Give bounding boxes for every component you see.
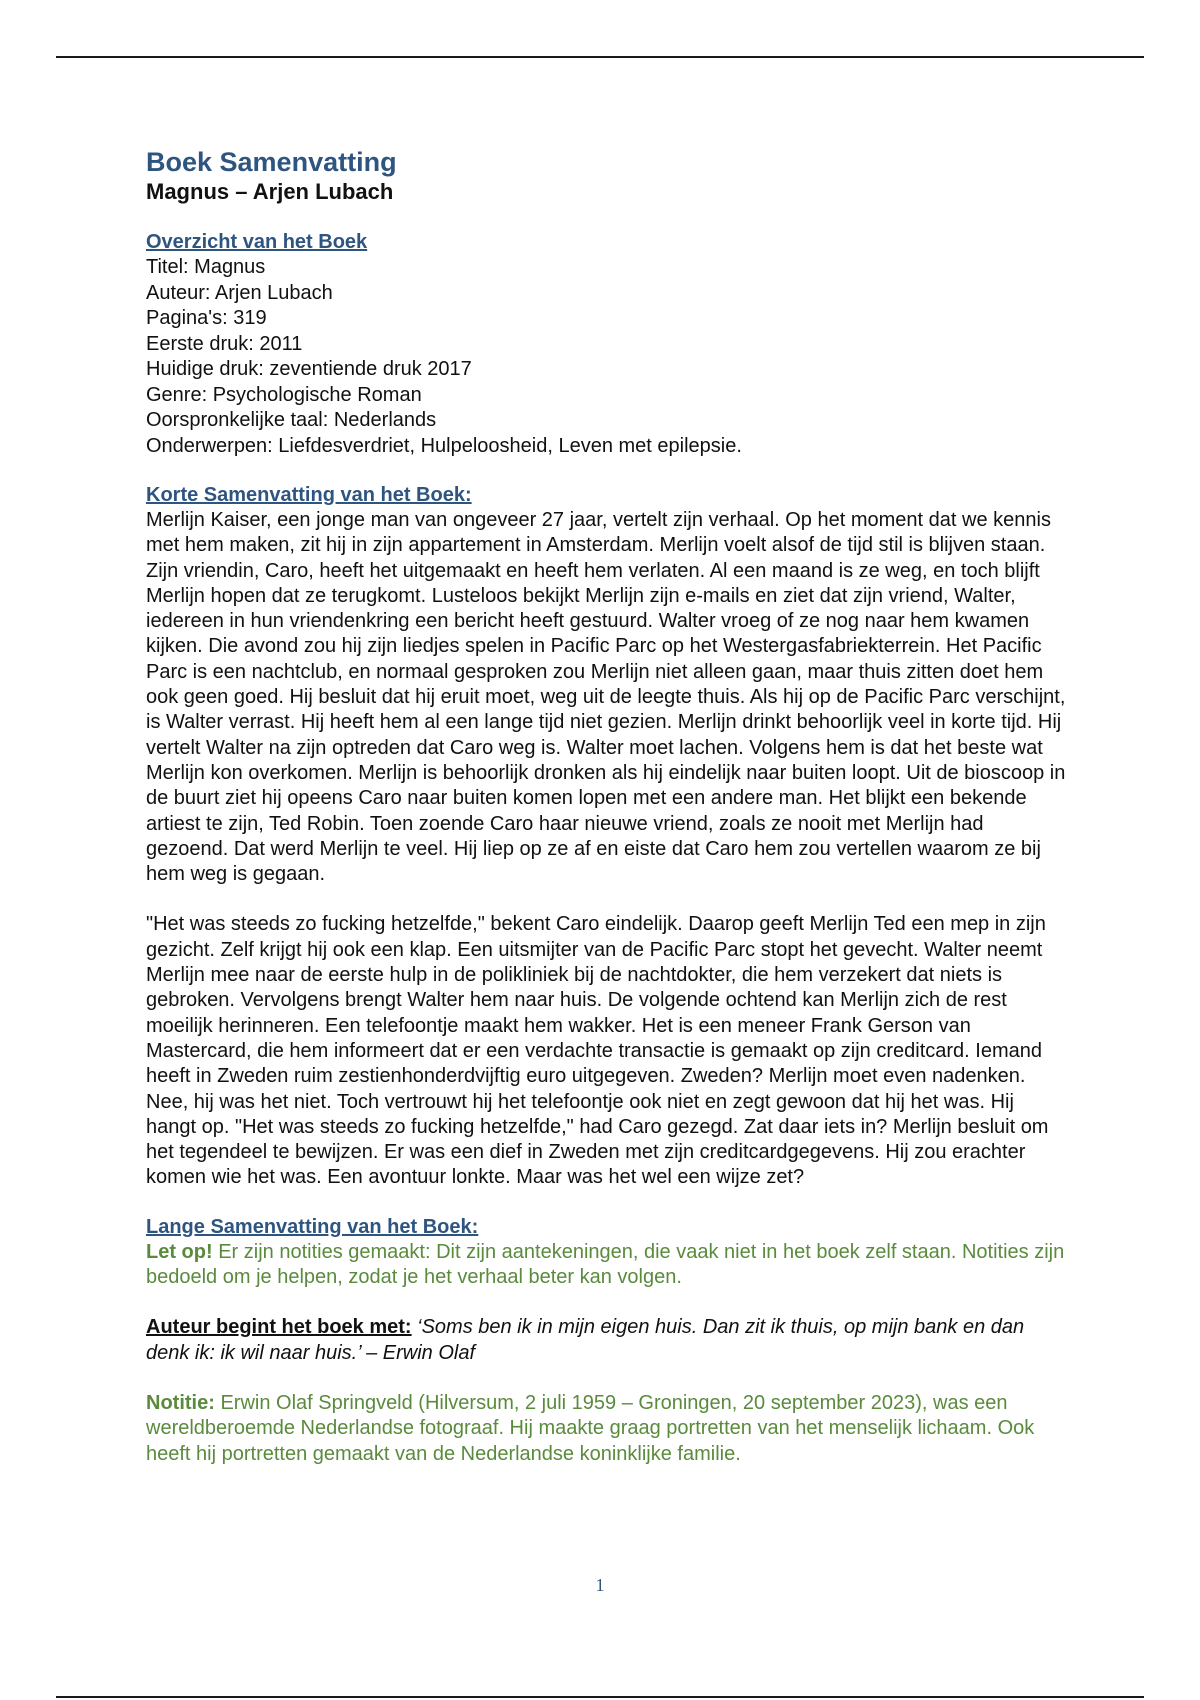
overview-line: Huidige druk: zeventiende druk 2017	[146, 358, 472, 380]
overview-line: Oorspronkelijke taal: Nederlands	[146, 409, 437, 431]
overview-line: Genre: Psychologische Roman	[146, 383, 422, 406]
short-summary-paragraph: "Het was steeds zo fucking hetzelfde," bekent Caro eindelijk. Daarop geeft Merlijn Ted een mep in zijn gezicht. Zelf krijgt hij ook een klap. Een uitsmijter van de Pacific Parc stopt het gevecht. Walter neemt Merlijn mee naar de eerste hulp in de polikliniek bij de nachtdokter, die hem verzekert dat niets is gebroken. Vervolgens brengt Walter hem naar huis. De volgende ochtend kan Merlijn zich de rest moeilijk herinneren. Een telefoontje maakt hem wakker. Het is een meneer Frank Gerson van Mastercard, die hem informeert dat er een verdachte transactie is gemaakt op zijn creditcard. Iemand heeft in Zweden ruim zestienhonderdvijftig euro uitgegeven. Zweden? Merlijn moet even nadenken. Nee, hij was het niet. Toch vertrouwt hij het telefoontje ook niet en zegt gewoon dat hij het was. Hij hangt op. "Het was steeds zo fucking hetzelfde," had Caro gezegd. Zat daar iets in? Merlijn besluit om het tegendeel te bewijzen. Er was een dief in Zweden met zijn creditcardgegevens. Hij zou erachter komen wie het was. Een avontuur lonkte. Maar was het wel een wijze zet?	[146, 913, 1049, 1189]
long-summary-heading: Lange Samenvatting van het Boek:	[146, 1215, 479, 1238]
document-subtitle: Magnus – Arjen Lubach	[146, 179, 394, 204]
overview-line: Onderwerpen: Liefdesverdriet, Hulpeloosheid, Leven met epilepsie.	[146, 434, 742, 457]
quote-label: Auteur begint het boek met:	[146, 1316, 412, 1339]
notitie-label: Notitie:	[146, 1391, 215, 1414]
overview-heading: Overzicht van het Boek	[146, 231, 368, 253]
opening-quote	[146, 1315, 1066, 1366]
note-text: Er zijn notities gemaakt: Dit zijn aantekeningen, die vaak niet in het boek zelf staan. Notities zijn bedoeld om je helpen, zodat je het verhaal beter kan volgen.	[146, 1240, 1065, 1289]
page-number: 1	[595, 1575, 605, 1595]
overview-line: Titel: Magnus	[146, 256, 266, 278]
page-content	[146, 146, 1066, 1467]
top-rule	[56, 56, 1144, 58]
bottom-rule	[56, 1696, 1144, 1698]
overview-line: Eerste druk: 2011	[146, 332, 303, 355]
overview-line: Pagina's: 319	[146, 307, 267, 329]
overview-line: Auteur: Arjen Lubach	[146, 281, 333, 304]
quote-text: ‘Soms ben ik in mijn eigen huis. Dan zit ik thuis, op mijn bank en dan denk ik: ik wil naar huis.’ – Erwin Olaf	[146, 1316, 1025, 1364]
document-title: Boek Samenvatting	[146, 147, 397, 177]
overview-list	[146, 255, 1066, 459]
notitie-text: Erwin Olaf Springveld (Hilversum, 2 juli 1959 – Groningen, 20 september 2023), was een wereldberoemde Nederlandse fotograaf. Hij maakte graag portretten van het menselijk lichaam. Ook heeft hij portretten gemaakt van de Nederlandse koninklijke familie.	[146, 1391, 1035, 1465]
note-label: Let op!	[146, 1240, 213, 1263]
long-summary-note	[146, 1240, 1066, 1291]
short-summary-paragraph: Merlijn Kaiser, een jonge man van ongeveer 27 jaar, vertelt zijn verhaal. Op het moment dat we kennis met hem maken, zit hij in zijn appartement in Amsterdam. Merlijn voelt alsof de tijd stil is blijven staan. Zijn vriendin, Caro, heeft het uitgemaakt en heeft hem verlaten. Al een maand is ze weg, en toch blijft Merlijn hopen dat ze terugkomt. Lusteloos bekijkt Merlijn zijn e-mails en ziet dat zijn vriend, Walter, iedereen in hun vriendenkring een bericht heeft gestuurd. Walter vroeg of ze nog naar hem kwamen kijken. Die avond zou hij zijn liedjes spelen in Pacific Parc op het Westergasfabriekterrein. Het Pacific Parc is een nachtclub, en normaal gesproken zou Merlijn niet alleen gaan, maar thuis zitten doet hem ook geen goed. Hij besluit dat hij eruit moet, weg uit de leegte thuis. Als hij op de Pacific Parc verschijnt, is Walter verrast. Hij heeft hem al een lange tijd niet gezien. Merlijn drinkt behoorlijk veel in korte tijd. Hij vertelt Walter na zijn optreden dat Caro weg is. Walter moet lachen. Volgens hem is dat het beste wat Merlijn kon overkomen. Merlijn is behoorlijk dronken als hij eindelijk naar buiten loopt. Uit de bioscoop in de buurt ziet hij opeens Caro naar buiten komen lopen met een andere man. Het blijkt een bekende artiest te zijn, Ted Robin. Toen zoende Caro haar nieuwe vriend, zoals ze nooit met Merlijn had gezoend. Dat werd Merlijn te veel. Hij liep op ze af en eiste dat Caro hem zou vertellen waarom ze bij hem weg is gegaan.	[146, 509, 1066, 886]
notitie	[146, 1391, 1066, 1467]
short-summary-heading: Korte Samenvatting van het Boek:	[146, 484, 472, 506]
